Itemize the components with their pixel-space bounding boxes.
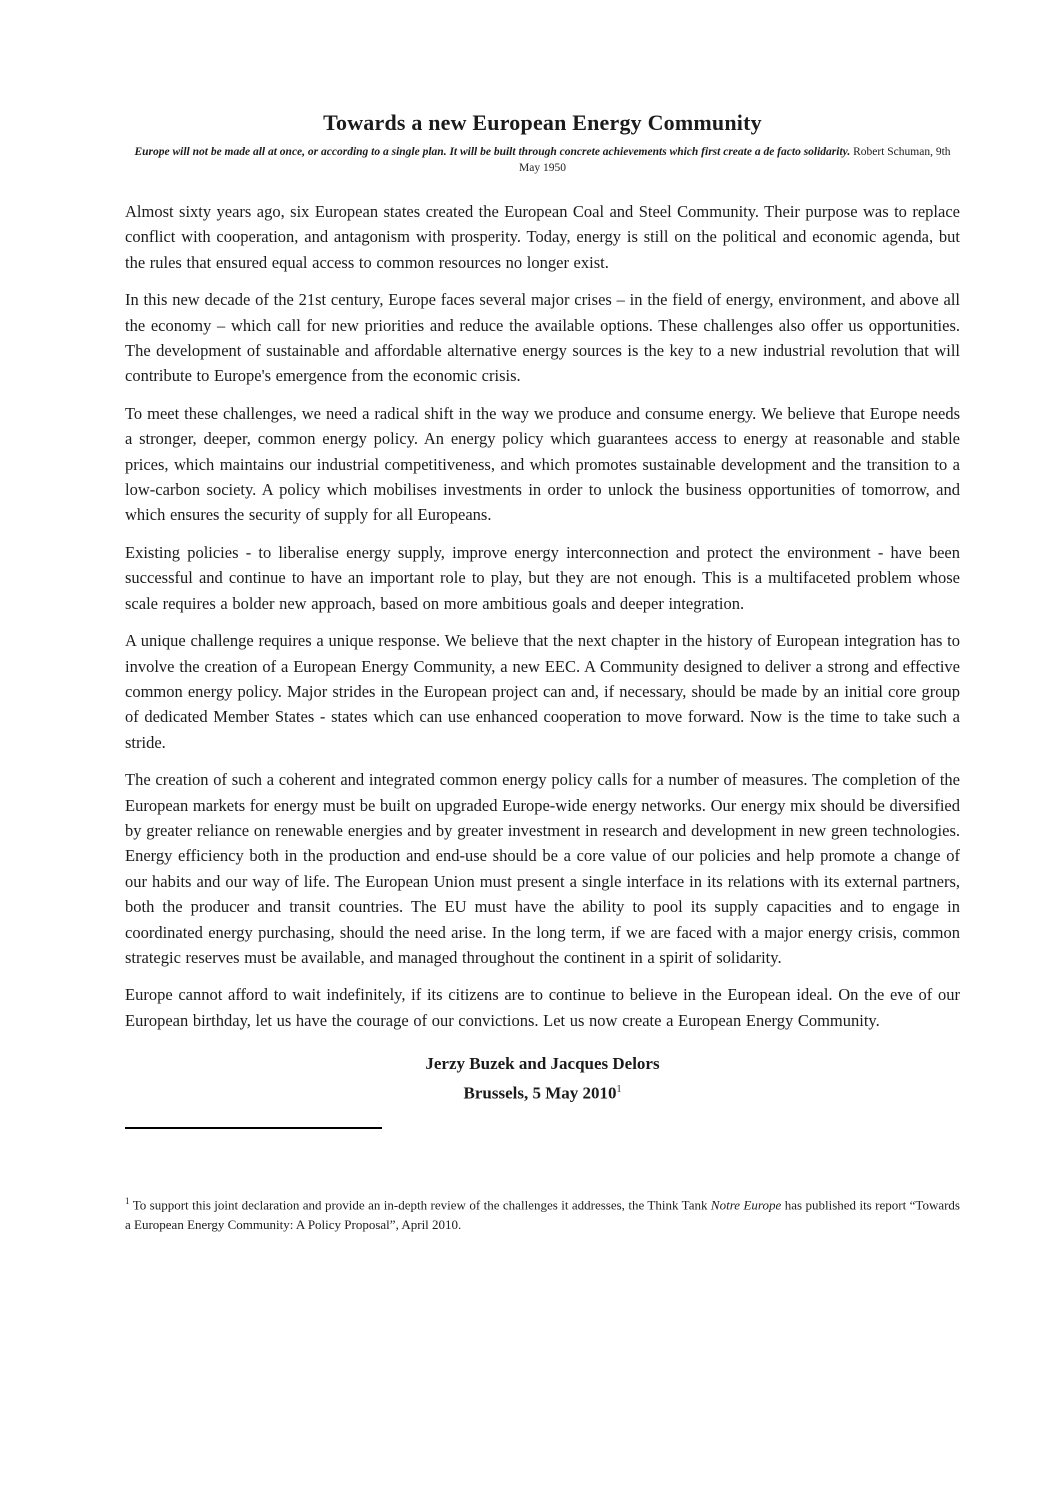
epigraph-attribution: Robert Schuman, 9th May 1950 [519,146,951,174]
body-paragraph-1: Almost sixty years ago, six European states created the European Coal and Steel Community. Their purpose was to replace conflict with cooperation, and antagonism with prosperity. Today, energy is still on the political and economic agenda, but the rules that ensured equal access to common resources no longer exist. [125,202,960,272]
signature-place-date [125,1077,960,1107]
body-paragraph-7: Europe cannot afford to wait indefinitely, if its citizens are to continue to believe in the European ideal. On the eve of our European birthday, let us have the courage of our convictions. Let us now create a European Energy Community. [125,985,960,1030]
footnote [125,1191,960,1235]
body-paragraph-4: Existing policies - to liberalise energy supply, improve energy interconnection and protect the environment - have been successful and continue to have an important role to play, but they are not enough. This is a multifaceted problem whose scale requires a bolder new approach, based on more ambitious goals and deeper integration. [125,542,960,613]
signature-names: Jerzy Buzek and Jacques Delors [425,1054,660,1074]
signature-block [125,1051,960,1107]
signature-footnote-reference: 1 [616,1084,622,1096]
footnote-marker: 1 [125,1195,130,1206]
body-paragraph-3: To meet these challenges, we need a radical shift in the way we produce and consume energy. We believe that Europe needs a stronger, deeper, common energy policy. An energy policy which guarantees access to energy at reasonable and stable prices, which maintains our industrial competitiveness, and which promotes sustainable development and the transition to a low-carbon society. A policy which mobilises investments in order to unlock the business opportunities of tomorrow, and which ensures the security of supply for all Europeans. [125,403,960,525]
body-paragraph-6: The creation of such a coherent and integrated common energy policy calls for a number of measures. The completion of the European markets for energy must be built on upgraded Europe-wide energy networks. Our energy mix should be diversified by greater reliance on renewable energies and by greater investment in research and development in new green technologies. Energy efficiency both in the production and end-use should be a core value of our policies and help promote a change of our habits and our way of life. The European Union must present a single interface in its relations with its external partners, both the producer and transit countries. The EU must have the ability to pool its supply capacities and to engage in coordinated energy purchasing, should the need arise. In the long term, if we are faced with a major energy crisis, common strategic reserves must be available, and managed throughout the continent in a spirit of solidarity. [125,770,960,967]
body-paragraph-2: In this new decade of the 21st century, Europe faces several major crises – in the field of energy, environment, and above all the economy – which call for new priorities and reduce the available options. These challenges also offer us opportunities. The development of sustainable and affordable alternative energy sources is the key to a new industrial revolution that will contribute to Europe's emergence from the economic crisis. [125,290,960,386]
document-title: Towards a new European Energy Community [323,110,762,135]
signature-place-date-text: Brussels, 5 May 2010 [463,1083,617,1103]
epigraph [125,144,960,176]
footnote-think-tank-name: Notre Europe [710,1197,782,1213]
footnote-text-start: To support this joint declaration and provide an in-depth review of the challenges it addresses, the Think Tank [129,1197,711,1213]
footnote-separator-rule [125,1127,382,1129]
footnote-text-end: has published its report “Towards a European Energy Community: A Policy Proposal”, April 2010. [125,1197,960,1233]
body-paragraph-5: A unique challenge requires a unique response. We believe that the next chapter in the history of European integration has to involve the creation of a European Energy Community, a new EEC. A Community designed to deliver a strong and effective common energy policy. Major strides in the European project can and, if necessary, should be made by an initial core group of dedicated Member States - states which can use enhanced cooperation to move forward. Now is the time to take such a stride. [125,631,960,752]
epigraph-quote: Europe will not be made all at once, or according to a single plan. It will be built through concrete achievements which first create a de facto solidarity. [134,146,851,158]
